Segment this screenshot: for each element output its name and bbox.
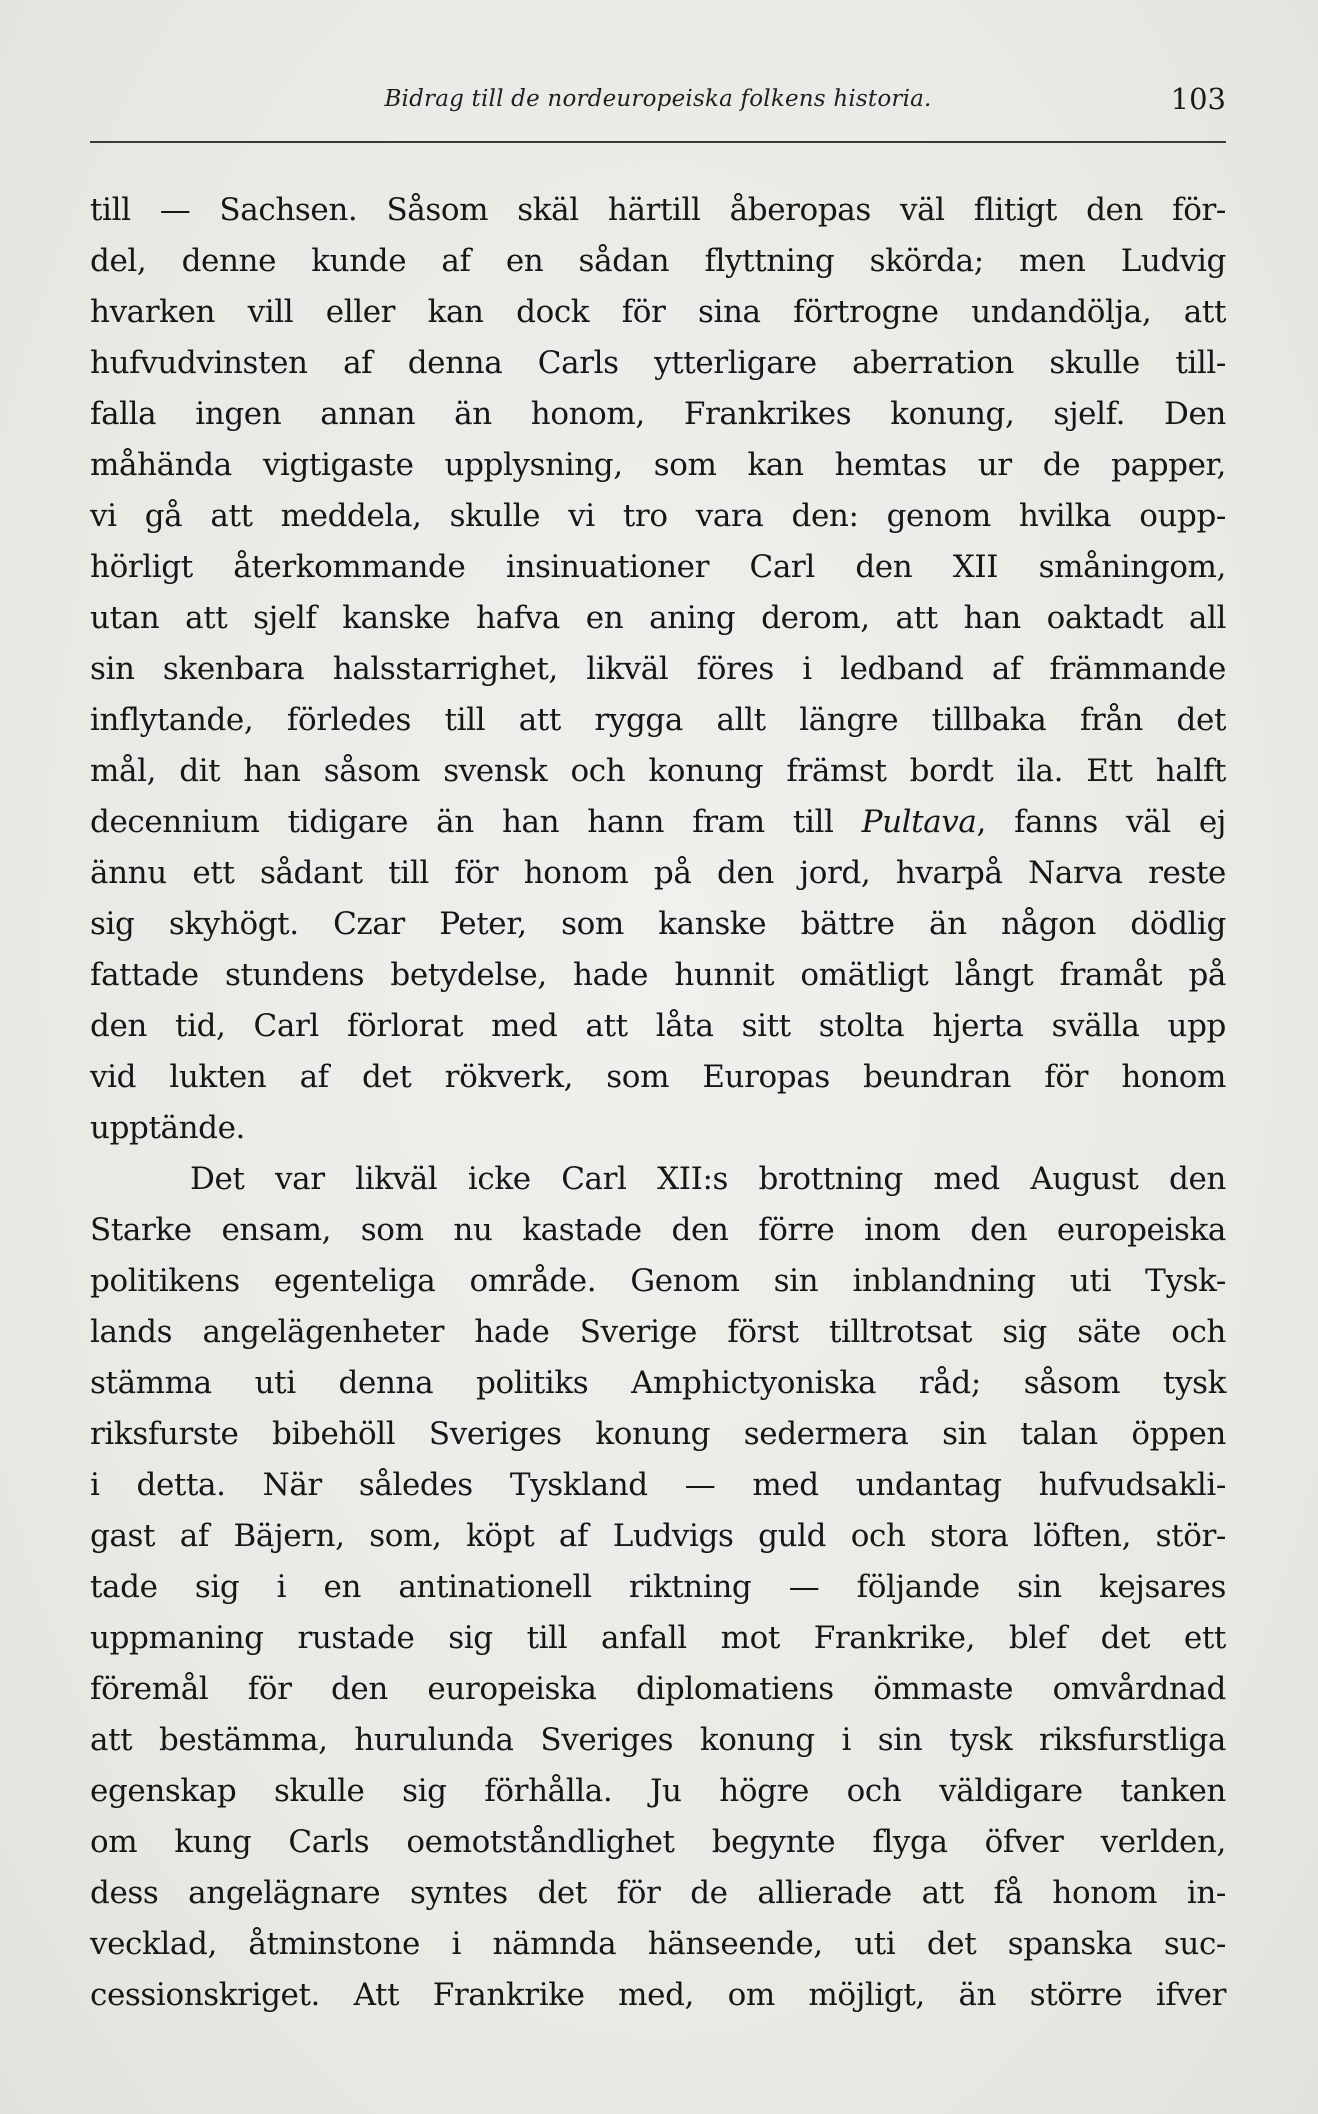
text-line: att bestämma, hurulunda Sveriges konung i sin tysk riksfurstliga [90,1722,1226,1758]
text-line: fattade stundens betydelse, hade hunnit omätligt långt framåt på [90,957,1226,993]
text-line: hvarken vill eller kan dock för sina förtrogne undandölja, att [90,294,1226,330]
paragraph-first-line: Det var likväl icke Carl XII:s brottning med August den [190,1161,1226,1197]
text-run: , fanns väl ej [976,804,1226,840]
text-line: måhända vigtigaste upplysning, som kan hemtas ur de papper, [90,447,1226,483]
text-line: hufvudvinsten af denna Carls ytterligare aberration skulle till- [90,345,1226,381]
text-line: politikens egenteliga område. Genom sin inblandning uti Tysk- [90,1263,1226,1299]
page-header [90,78,1226,128]
text-line: sin skenbara halsstarrighet, likväl föres i ledband af främmande [90,651,1226,687]
text-line: till — Sachsen. Såsom skäl härtill åberopas väl flitigt den för- [90,192,1226,228]
text-line: om kung Carls oemotståndlighet begynte flyga öfver verlden, [90,1824,1226,1860]
text-line: mål, dit han såsom svensk och konung främst bordt ila. Ett halft [90,753,1226,789]
text-line: lands angelägenheter hade Sverige först tilltrotsat sig säte och [90,1314,1226,1350]
text-line: ännu ett sådant till för honom på den jord, hvarpå Narva reste [90,855,1226,891]
text-line: falla ingen annan än honom, Frankrikes konung, sjelf. Den [90,396,1226,432]
text-line: den tid, Carl förlorat med att låta sitt stolta hjerta svälla upp [90,1008,1226,1044]
text-line: utan att sjelf kanske hafva en aning derom, att han oaktadt all [90,600,1226,636]
text-line: dess angelägnare syntes det för de allierade att få honom in- [90,1875,1226,1911]
text-line: vecklad, åtminstone i nämnda hänseende, uti det spanska suc- [90,1926,1226,1962]
text-line: tade sig i en antinationell riktning — följande sin kejsares [90,1569,1226,1605]
text-line: del, denne kunde af en sådan flyttning skörda; men Ludvig [90,243,1226,279]
italic-place-name: Pultava [861,804,977,840]
page-number: 103 [1170,82,1226,116]
running-title: Bidrag till de nordeuropeiska folkens historia. [384,86,932,112]
text-line: upptände. [90,1110,246,1146]
text-line: vid lukten af det rökverk, som Europas beundran för honom [90,1059,1226,1095]
text-line: vi gå att meddela, skulle vi tro vara den: genom hvilka oupp- [90,498,1226,534]
header-rule [90,141,1226,143]
text-line: inflytande, förledes till att rygga allt längre tillbaka från det [90,702,1226,738]
text-line: Starke ensam, som nu kastade den förre inom den europeiska [90,1212,1226,1248]
text-line: gast af Bäjern, som, köpt af Ludvigs guld och stora löften, stör- [90,1518,1226,1554]
text-line: hörligt återkommande insinuationer Carl den XII småningom, [90,549,1226,585]
body-text [90,185,1226,2021]
text-line: i detta. När således Tyskland — med undantag hufvudsakli- [90,1467,1226,1503]
text-line: cessionskriget. Att Frankrike med, om möjligt, än större ifver [90,1977,1226,2013]
text-line: stämma uti denna politiks Amphictyoniska råd; såsom tysk [90,1365,1226,1401]
text-run: decennium tidigare än han hann fram till [90,804,862,840]
text-line: föremål för den europeiska diplomatiens ömmaste omvårdnad [90,1671,1226,1707]
text-line: sig skyhögt. Czar Peter, som kanske bättre än någon dödlig [90,906,1226,942]
text-line: uppmaning rustade sig till anfall mot Frankrike, blef det ett [90,1620,1226,1656]
text-line [90,797,1226,848]
text-line: egenskap skulle sig förhålla. Ju högre och väldigare tanken [90,1773,1226,1809]
text-line: riksfurste bibehöll Sveriges konung sedermera sin talan öppen [90,1416,1226,1452]
